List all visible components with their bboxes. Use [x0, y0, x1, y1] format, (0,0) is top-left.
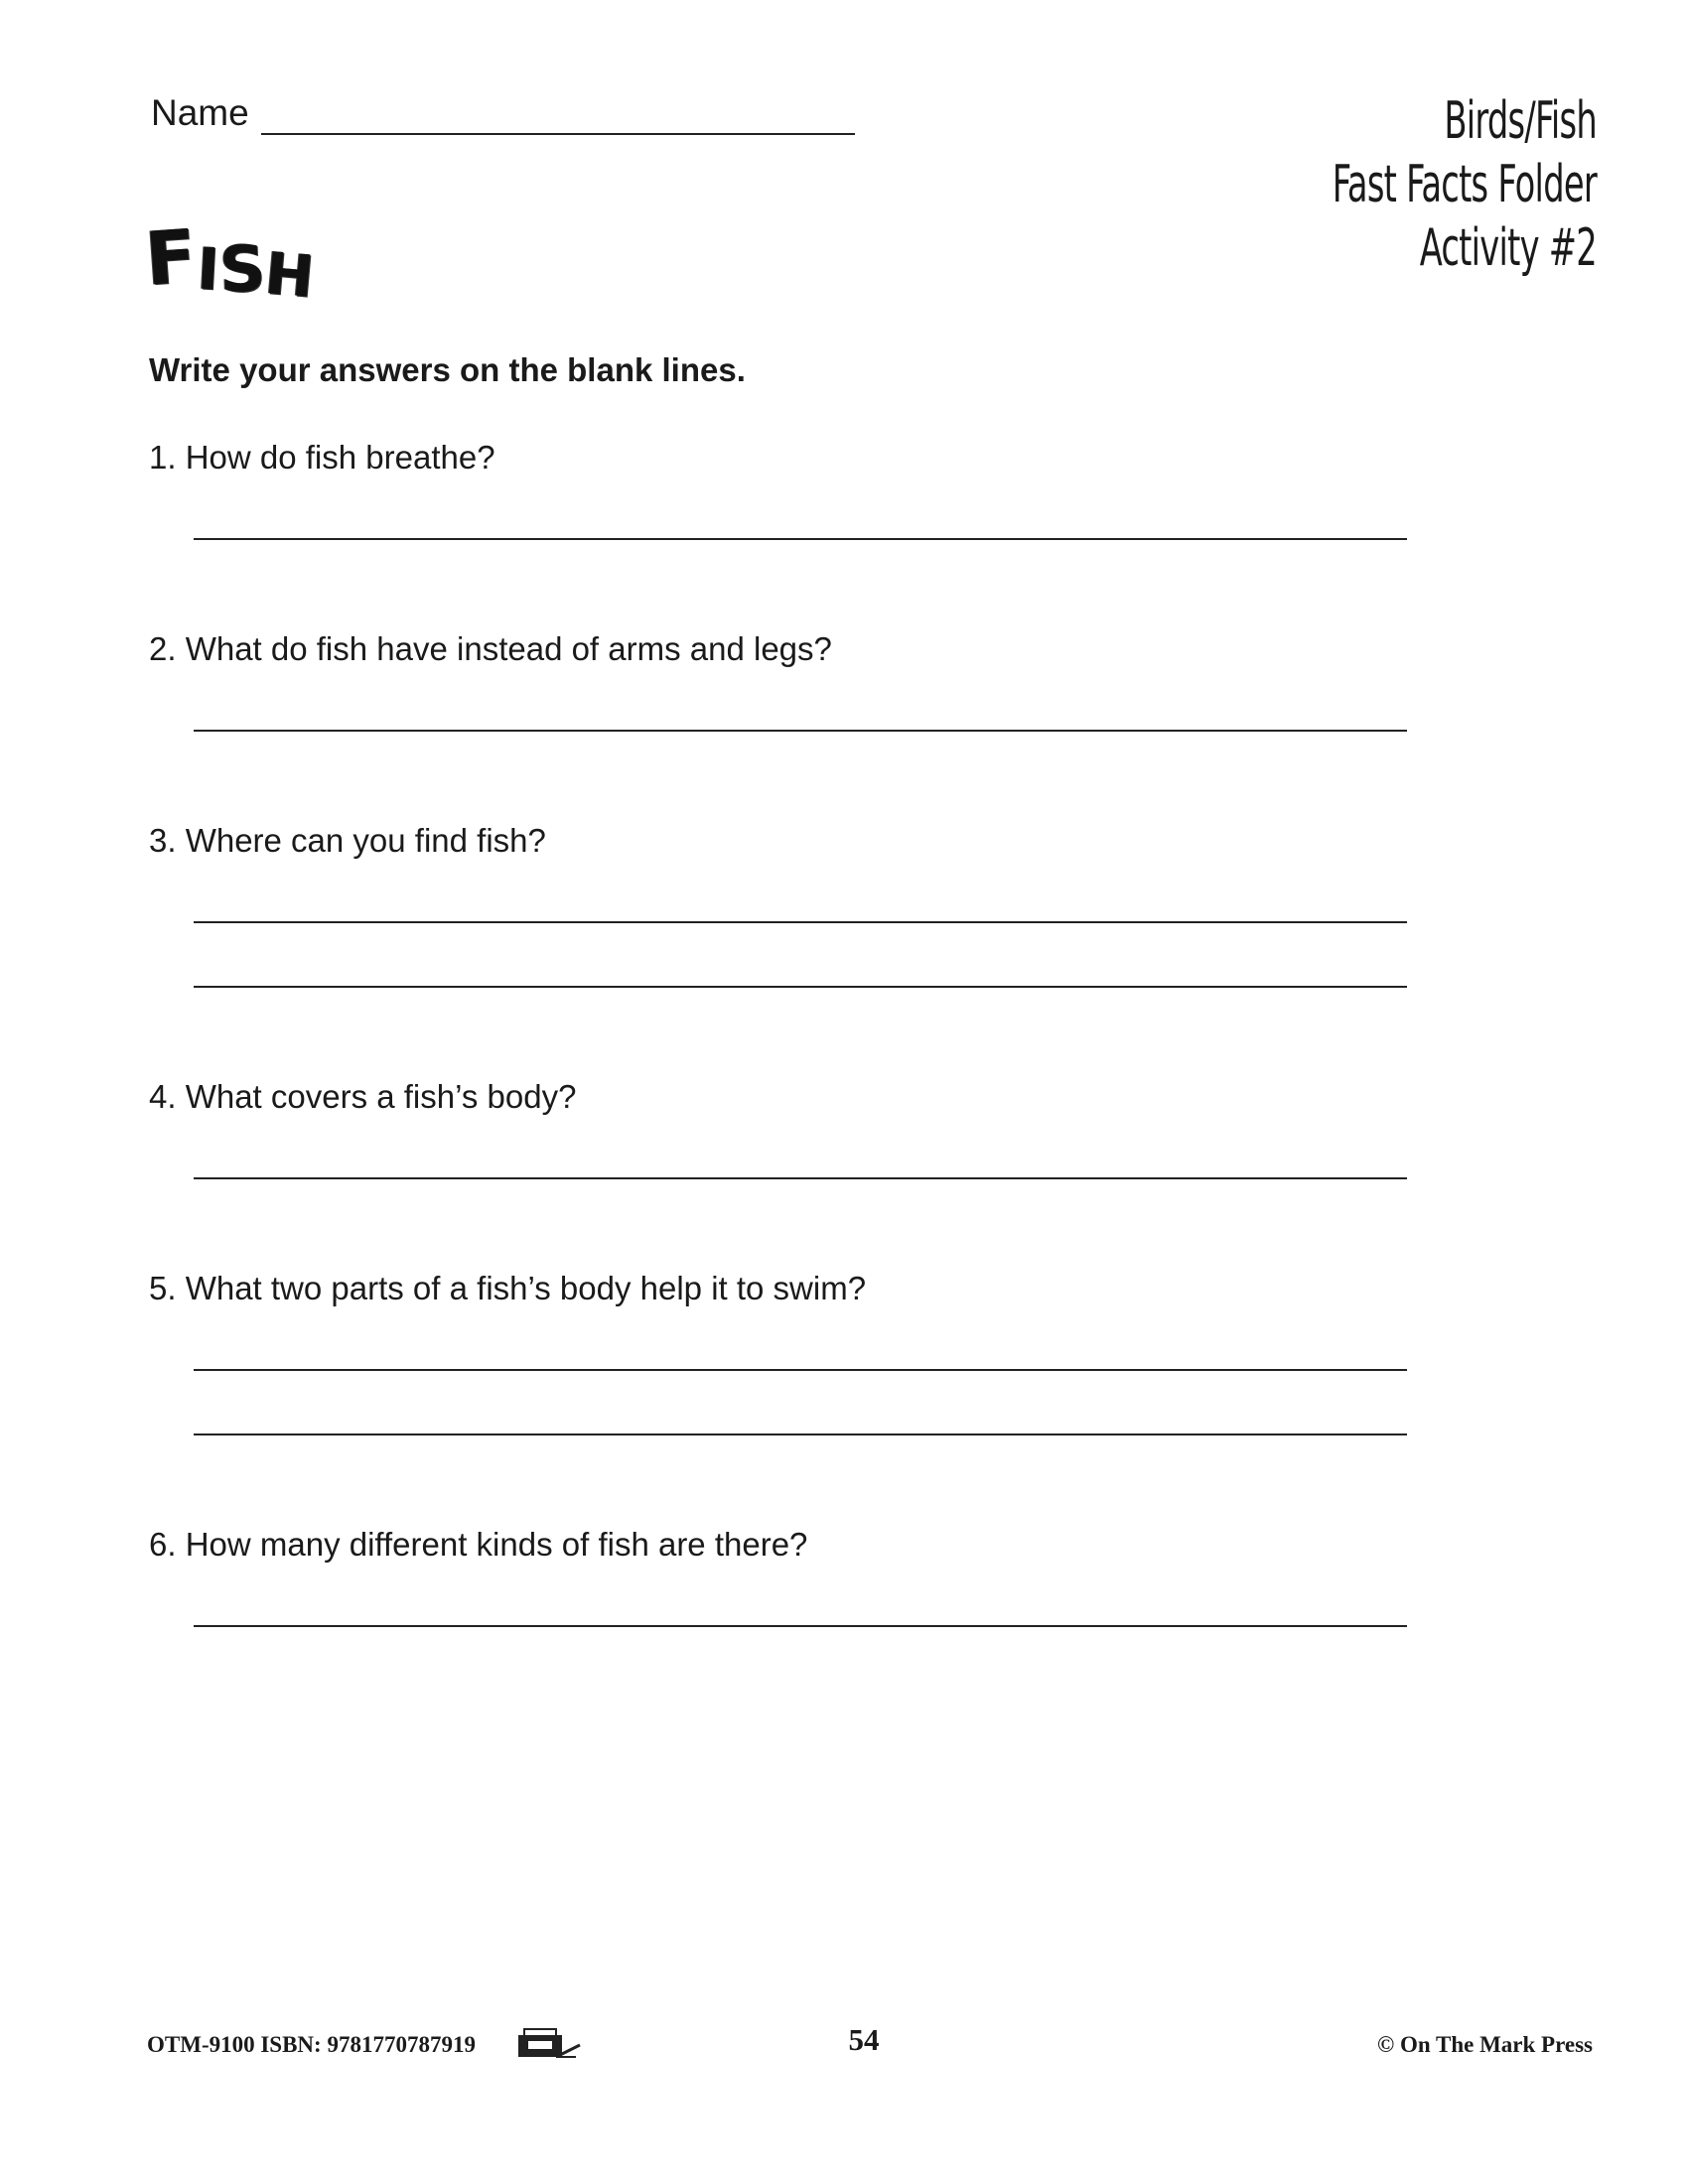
title-letter: S	[218, 232, 268, 308]
header-activity: Activity #2	[1419, 218, 1597, 278]
footer-copyright: © On The Mark Press	[1377, 2032, 1593, 2057]
answer-line-4a[interactable]	[194, 1177, 1407, 1179]
answer-line-5a[interactable]	[194, 1369, 1407, 1371]
name-input-line[interactable]	[261, 133, 855, 135]
activity-header	[1001, 89, 1597, 280]
name-label: Name	[151, 92, 249, 133]
publisher-logo-icon	[516, 2025, 582, 2061]
question-2: 2. What do fish have instead of arms and legs?	[149, 630, 832, 667]
answer-line-5b[interactable]	[194, 1433, 1407, 1435]
title-letter: I	[195, 234, 221, 304]
page-title	[142, 213, 318, 311]
answer-line-3a[interactable]	[194, 921, 1407, 923]
question-6: 6. How many different kinds of fish are there?	[149, 1526, 808, 1563]
footer-catalog-isbn: OTM-9100 ISBN: 9781770787919	[147, 2032, 476, 2057]
page-number: 54	[848, 2022, 880, 2057]
question-3: 3. Where can you find fish?	[149, 822, 546, 859]
title-letter: F	[142, 213, 201, 303]
question-5: 5. What two parts of a fish’s body help it to swim?	[149, 1270, 867, 1306]
answer-line-6a[interactable]	[194, 1625, 1407, 1627]
title-letter: H	[262, 238, 318, 311]
answer-line-2a[interactable]	[194, 730, 1407, 732]
answer-line-1a[interactable]	[194, 538, 1407, 540]
header-folder: Fast Facts Folder	[1332, 155, 1597, 214]
answer-line-3b[interactable]	[194, 986, 1407, 988]
header-subject: Birds/Fish	[1444, 91, 1597, 151]
question-4: 4. What covers a fish’s body?	[149, 1078, 577, 1115]
question-1: 1. How do fish breathe?	[149, 439, 495, 476]
instructions: Write your answers on the blank lines.	[149, 351, 746, 388]
